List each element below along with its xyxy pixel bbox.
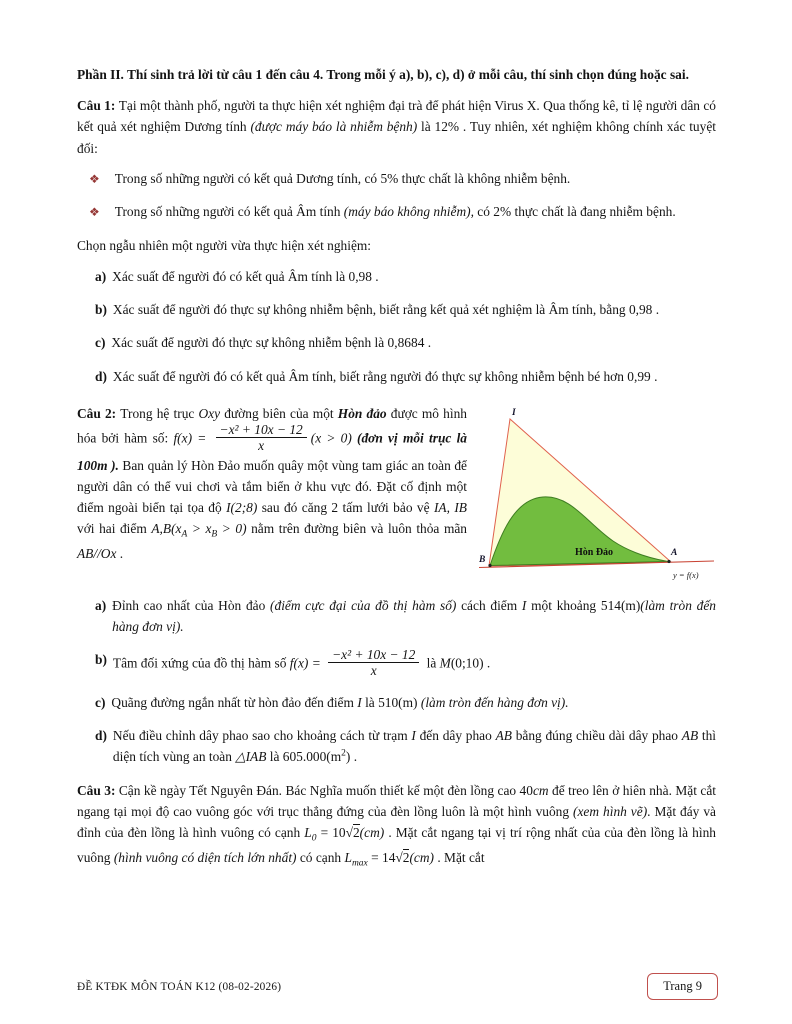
statement-label: c) — [95, 335, 106, 351]
point-b-dot — [488, 564, 491, 567]
question-1-intro: Câu 1: Tại một thành phố, người ta thực hiện xét nghiệm đại trà để phát hiện Virus X. Qua thống kê, tỉ lệ người dân có kết quả xét nghiệm Dương tính (được máy báo là nhiễm bệnh) là 12% . Tuy nhiên, xét nghiệm không chính xác tuyệt đối: — [77, 98, 717, 156]
statement-1c — [95, 332, 716, 353]
statement-text: Xác suất để người đó thực sự không nhiễm bệnh là 0,8684 . — [111, 335, 432, 351]
bullet-text: Trong số những người có kết quả Dương tính, có 5% thực chất là không nhiễm bệnh. — [114, 170, 571, 186]
statement-text: Đỉnh cao nhất của Hòn đảo (điểm cực đại của đồ thị hàm số) cách điểm I một khoảng 514(m)(làm tròn đến hàng đơn vị). — [112, 597, 716, 634]
statement-label: d) — [95, 728, 107, 744]
question-3-intro: Câu 3: Cận kề ngày Tết Nguyên Đán. Bác Nghĩa muốn thiết kế một đèn lồng cao 40cm để treo lên ở hiên nhà. Mặt cắt ngang tại mọi độ cao vuông góc với trục thẳng đứng của đèn lồng luôn là một hình vuông (xem hình vẽ). Mặt đáy và đỉnh của đèn lồng là hình vuông có cạnh $L_0 = 10√2(cm)$ . Mặt cắt ngang tại vị trí rộng nhất của của đèn lồng là hình vuông (hình vuông có diện tích lớn nhất) có cạnh $L_{max} = 14√2(cm)$ . Mặt cắt — [77, 782, 716, 869]
statement-text: Xác suất để người đó có kết quả Âm tính, biết rằng người đó thực sự không nhiễm bệnh bé hơn 0,99 . — [112, 368, 658, 384]
island-name-label: Hòn Đảo — [575, 546, 614, 558]
statement-2b — [95, 649, 716, 680]
statement-2c — [95, 692, 716, 713]
curve-equation-label: y = f(x) — [673, 569, 699, 580]
statement-1b — [95, 299, 716, 320]
question-1-prompt: Chọn ngẫu nhiên một người vừa thực hiện xét nghiệm: — [77, 237, 372, 253]
bullet-item — [89, 202, 716, 222]
diamond-bullet-icon: ❖ — [89, 204, 100, 219]
point-a-label: A — [671, 547, 678, 558]
point-a-dot — [667, 560, 670, 563]
question-1 — [77, 95, 716, 387]
statement-2d — [95, 725, 716, 767]
question-2-intro: Câu 2: Trong hệ trục Oxy đường biên của một Hòn đảo được mô hình hóa bởi hàm số: f(x) = $\frac{\text{−x² + 10x − 12}}{x}$ (x > 0) (đơn vị mỗi trục là 100m ). Ban quản lý Hòn Đảo muốn quây một vùng tam giác an toàn để người dân có thể vui chơi và tắm biển ở khu vực đó. Đặt cố định một điểm ngoài biển tại tọa độ I(2;8) sau đó căng 2 tấm lưới bảo vệ IA, IB với hai điểm $A,B(x_A > x_B > 0)$ nằm trên đường biên và luôn thỏa mãn AB//Ox . — [77, 405, 467, 562]
statement-text: Tâm đối xứng của đồ thị hàm số f(x) = $\frac{\text{−x² + 10x − 12}}{x}$ là M(0;10) . — [112, 647, 491, 679]
diamond-bullet-icon: ❖ — [89, 171, 100, 186]
statement-label: b) — [95, 652, 107, 668]
question-1-bullets — [89, 169, 716, 222]
section-heading: Phần II. Thí sinh trả lời từ câu 1 đến câu 4. Trong mỗi ý a), b), c), d) ở mỗi câu, thí sinh chọn đúng hoặc sai. — [77, 67, 689, 82]
statement-text: Xác suất để người đó có kết quả Âm tính là 0,98 . — [112, 269, 379, 285]
statement-text: Xác suất để người đó thực sự không nhiễm bệnh, biết rằng kết quả xét nghiệm là Âm tính, bằng 0,98 . — [112, 302, 660, 318]
bullet-text: Trong số những người có kết quả Âm tính (máy báo không nhiễm), có 2% thực chất là đang nhiễm bệnh. — [114, 203, 676, 219]
question-3 — [77, 780, 716, 872]
statement-label: a) — [95, 597, 107, 613]
statement-label: c) — [95, 695, 106, 711]
statement-label: b) — [95, 302, 107, 318]
page-number-badge: Trang 9 — [647, 973, 718, 1000]
statement-1d — [95, 366, 716, 387]
point-i-label: I — [512, 407, 516, 418]
statement-text: Nếu điều chỉnh dây phao sao cho khoảng cách từ trạm I đến dây phao AB bằng đúng chiều dài dây phao AB thì diện tích vùng an toàn △IAB là $605.000(m^2)$ . — [112, 728, 717, 765]
point-b-label: B — [479, 554, 486, 565]
statement-1a — [95, 266, 716, 287]
question-2 — [77, 403, 716, 768]
statement-2a — [95, 595, 716, 637]
page-footer — [77, 973, 718, 1000]
statement-text: Quãng đường ngắn nhất từ hòn đảo đến điểm I là 510(m) (làm tròn đến hàng đơn vị). — [111, 695, 569, 711]
statement-label: d) — [95, 368, 107, 384]
island-diagram — [479, 405, 716, 587]
exam-code-label: ĐỀ KTĐK MÔN TOÁN K12 (08-02-2026) — [77, 980, 282, 993]
statement-label: a) — [95, 269, 107, 285]
bullet-item — [89, 169, 716, 189]
island-figure — [479, 405, 716, 591]
